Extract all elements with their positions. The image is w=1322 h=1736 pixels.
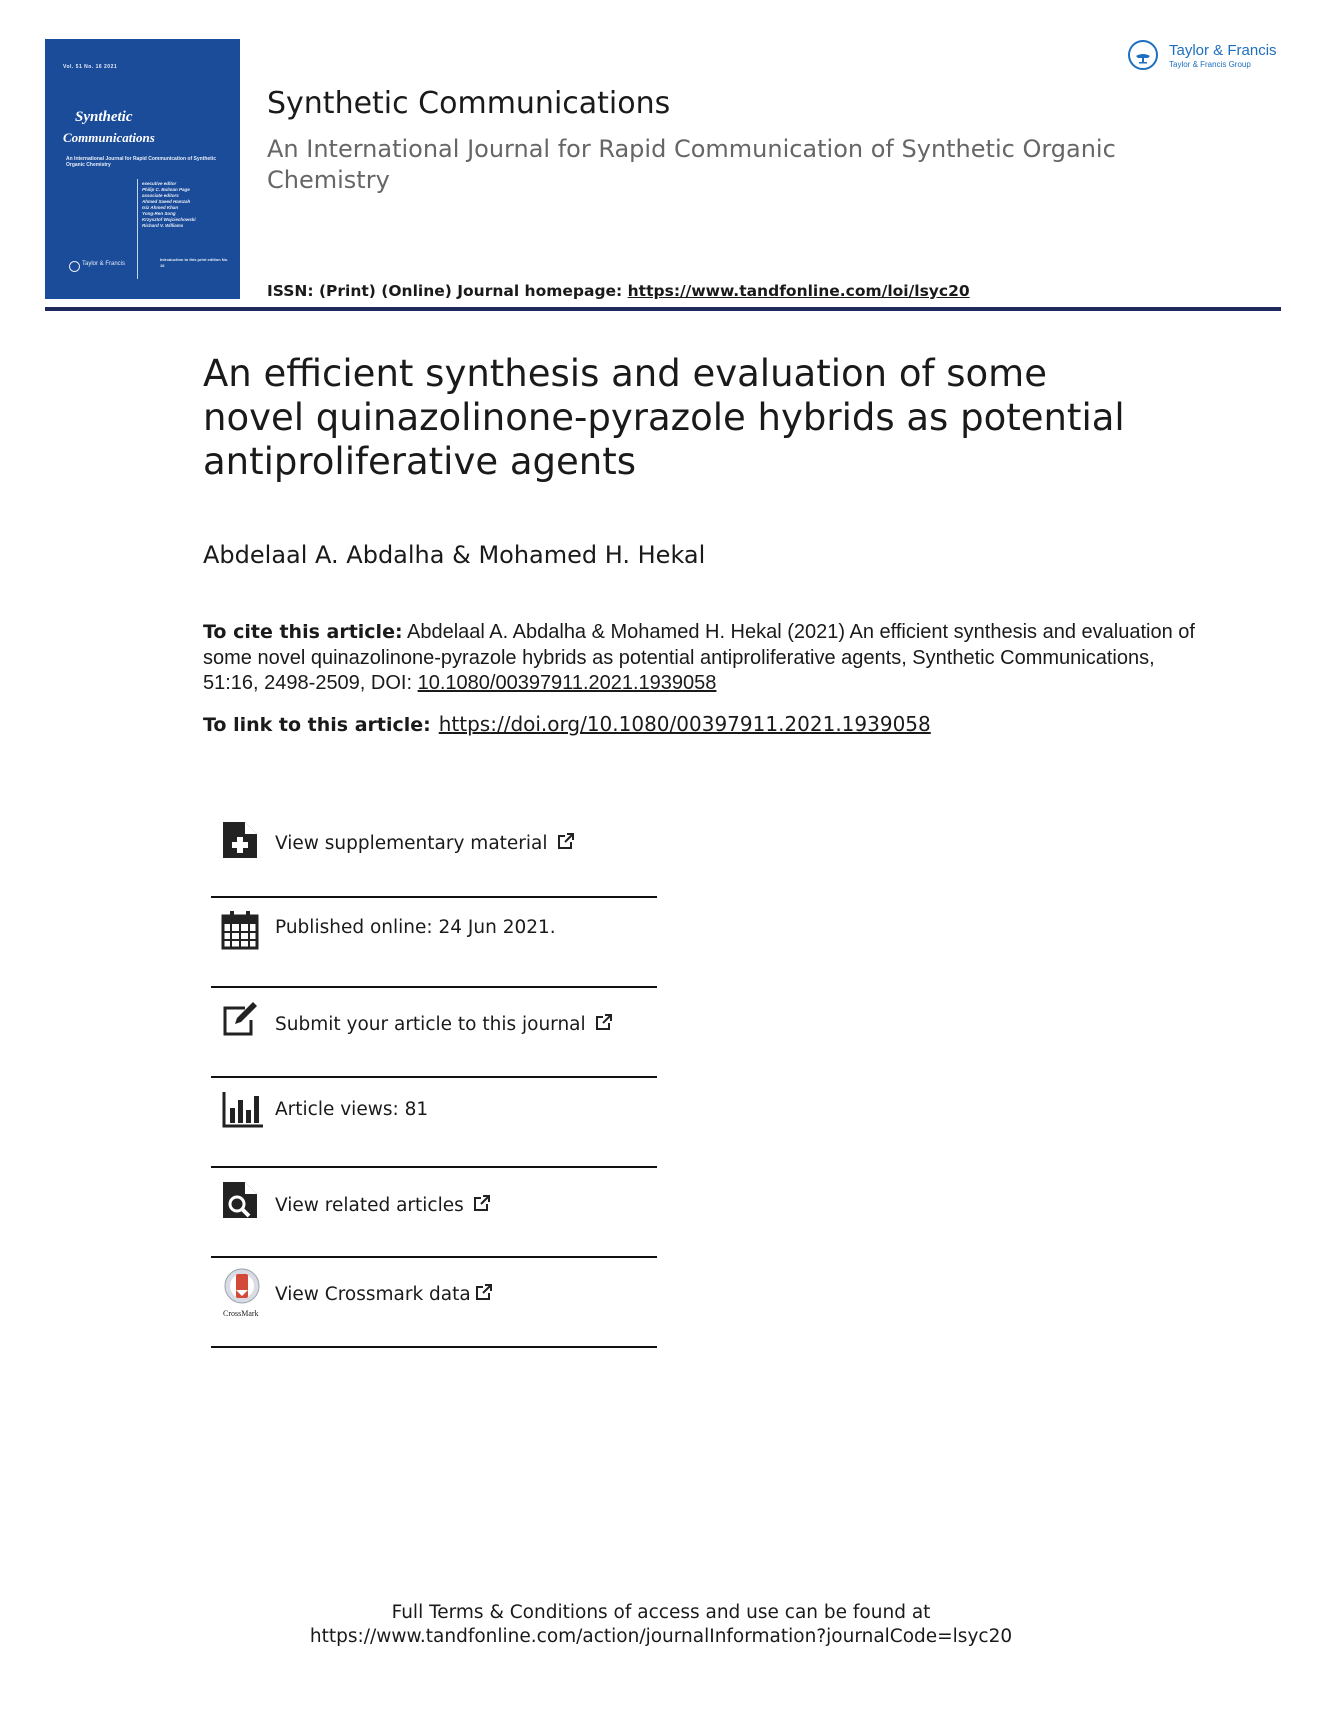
crossmark-label: View Crossmark data [275, 1284, 471, 1305]
external-link-icon [556, 831, 576, 851]
cite-text: Abdelaal A. Abdalha & Mohamed H. Hekal (2021) An efficient synthesis and evaluation of some novel quinazolinone-pyrazole hybrids as potential antiproliferative agents, Synthetic Communications, 51:16, 2498-2509, DOI: [203, 621, 1195, 694]
cover-volume-line: Vol. 51 No. 16 2021 [63, 64, 118, 70]
calendar-icon [221, 910, 259, 950]
article-title: An efficient synthesis and evaluation of some novel quinazolinone-pyrazole hybrids as potential antiproliferative agents [203, 352, 1125, 483]
footer-terms-link[interactable]: https://www.tandfonline.com/action/journalInformation?journalCode=lsyc20 [309, 1626, 1013, 1647]
journal-homepage-link[interactable]: https://www.tandfonline.com/loi/lsyc20 [627, 282, 970, 300]
info-row-related[interactable] [211, 1168, 657, 1258]
cite-label: To cite this article: [203, 621, 403, 643]
info-row-crossmark[interactable] [211, 1258, 657, 1348]
crossmark-caption: CrossMark [223, 1309, 259, 1318]
journal-cover-image [45, 39, 240, 299]
bar-chart-icon [221, 1090, 265, 1130]
citation-block [203, 620, 1203, 697]
info-label [275, 1282, 494, 1305]
submit-label: Submit your article to this journal [275, 1014, 586, 1035]
publisher-logo[interactable] [1128, 38, 1288, 78]
cover-footer-note: Introduction to this print edition No. 16 [160, 257, 229, 268]
cover-title-line1: Synthetic [75, 109, 133, 125]
file-search-icon [221, 1180, 259, 1220]
article-authors: Abdelaal A. Abdalha & Mohamed H. Hekal [203, 541, 706, 569]
external-link-icon [474, 1282, 494, 1302]
crossmark-icon [221, 1268, 263, 1312]
terms-footer [0, 1601, 1322, 1649]
cover-editors: executive editor Philip C. Bulman Page associate editors Ahmed Saeed Hamzah Isiz Ahmed Khan Yong-Ren Song Krzysztof Wojciechowski Richard V. Williams [142, 181, 196, 228]
publisher-logo-icon [1128, 40, 1158, 70]
issn-prefix: ISSN: (Print) (Online) Journal homepage: [267, 282, 628, 300]
journal-title: Synthetic Communications [267, 86, 671, 121]
article-url-link[interactable]: https://doi.org/10.1080/00397911.2021.1939058 [438, 712, 931, 736]
info-row-views [211, 1078, 657, 1168]
info-row-supplementary[interactable] [211, 808, 657, 898]
journal-subtitle: An International Journal for Rapid Communication of Synthetic Organic Chemistry [267, 135, 1116, 194]
cover-publisher: Taylor & Francis [82, 261, 126, 267]
cover-divider [137, 179, 138, 279]
cover-publisher-logo-icon [69, 261, 80, 272]
cover-title-line2: Communications [63, 130, 155, 145]
file-plus-icon [221, 820, 259, 860]
cover-tagline: An International Journal for Rapid Communication of Synthetic Organic Chemistry [66, 156, 217, 168]
link-label: To link to this article: [203, 714, 431, 736]
article-link-block [203, 712, 931, 736]
info-label [275, 1012, 614, 1035]
doi-link[interactable]: 10.1080/00397911.2021.1939058 [417, 672, 717, 694]
article-views: Article views: 81 [275, 1099, 429, 1120]
external-link-icon [472, 1193, 492, 1213]
external-link-icon [594, 1012, 614, 1032]
info-label [275, 1193, 492, 1216]
header-divider [45, 307, 1281, 311]
info-row-divider [211, 1346, 657, 1348]
published-date: Published online: 24 Jun 2021. [275, 917, 556, 938]
issn-line [267, 282, 970, 300]
footer-line1: Full Terms & Conditions of access and use can be found at [391, 1602, 931, 1623]
publisher-group: Taylor & Francis Group [1169, 60, 1251, 69]
info-row-submit[interactable] [211, 988, 657, 1078]
edit-icon [221, 998, 259, 1038]
supplementary-label: View supplementary material [275, 833, 548, 854]
publisher-name: Taylor & Francis [1169, 42, 1277, 59]
related-label: View related articles [275, 1195, 464, 1216]
info-label [275, 831, 576, 854]
lamp-icon [1130, 42, 1156, 68]
info-row-published [211, 898, 657, 988]
